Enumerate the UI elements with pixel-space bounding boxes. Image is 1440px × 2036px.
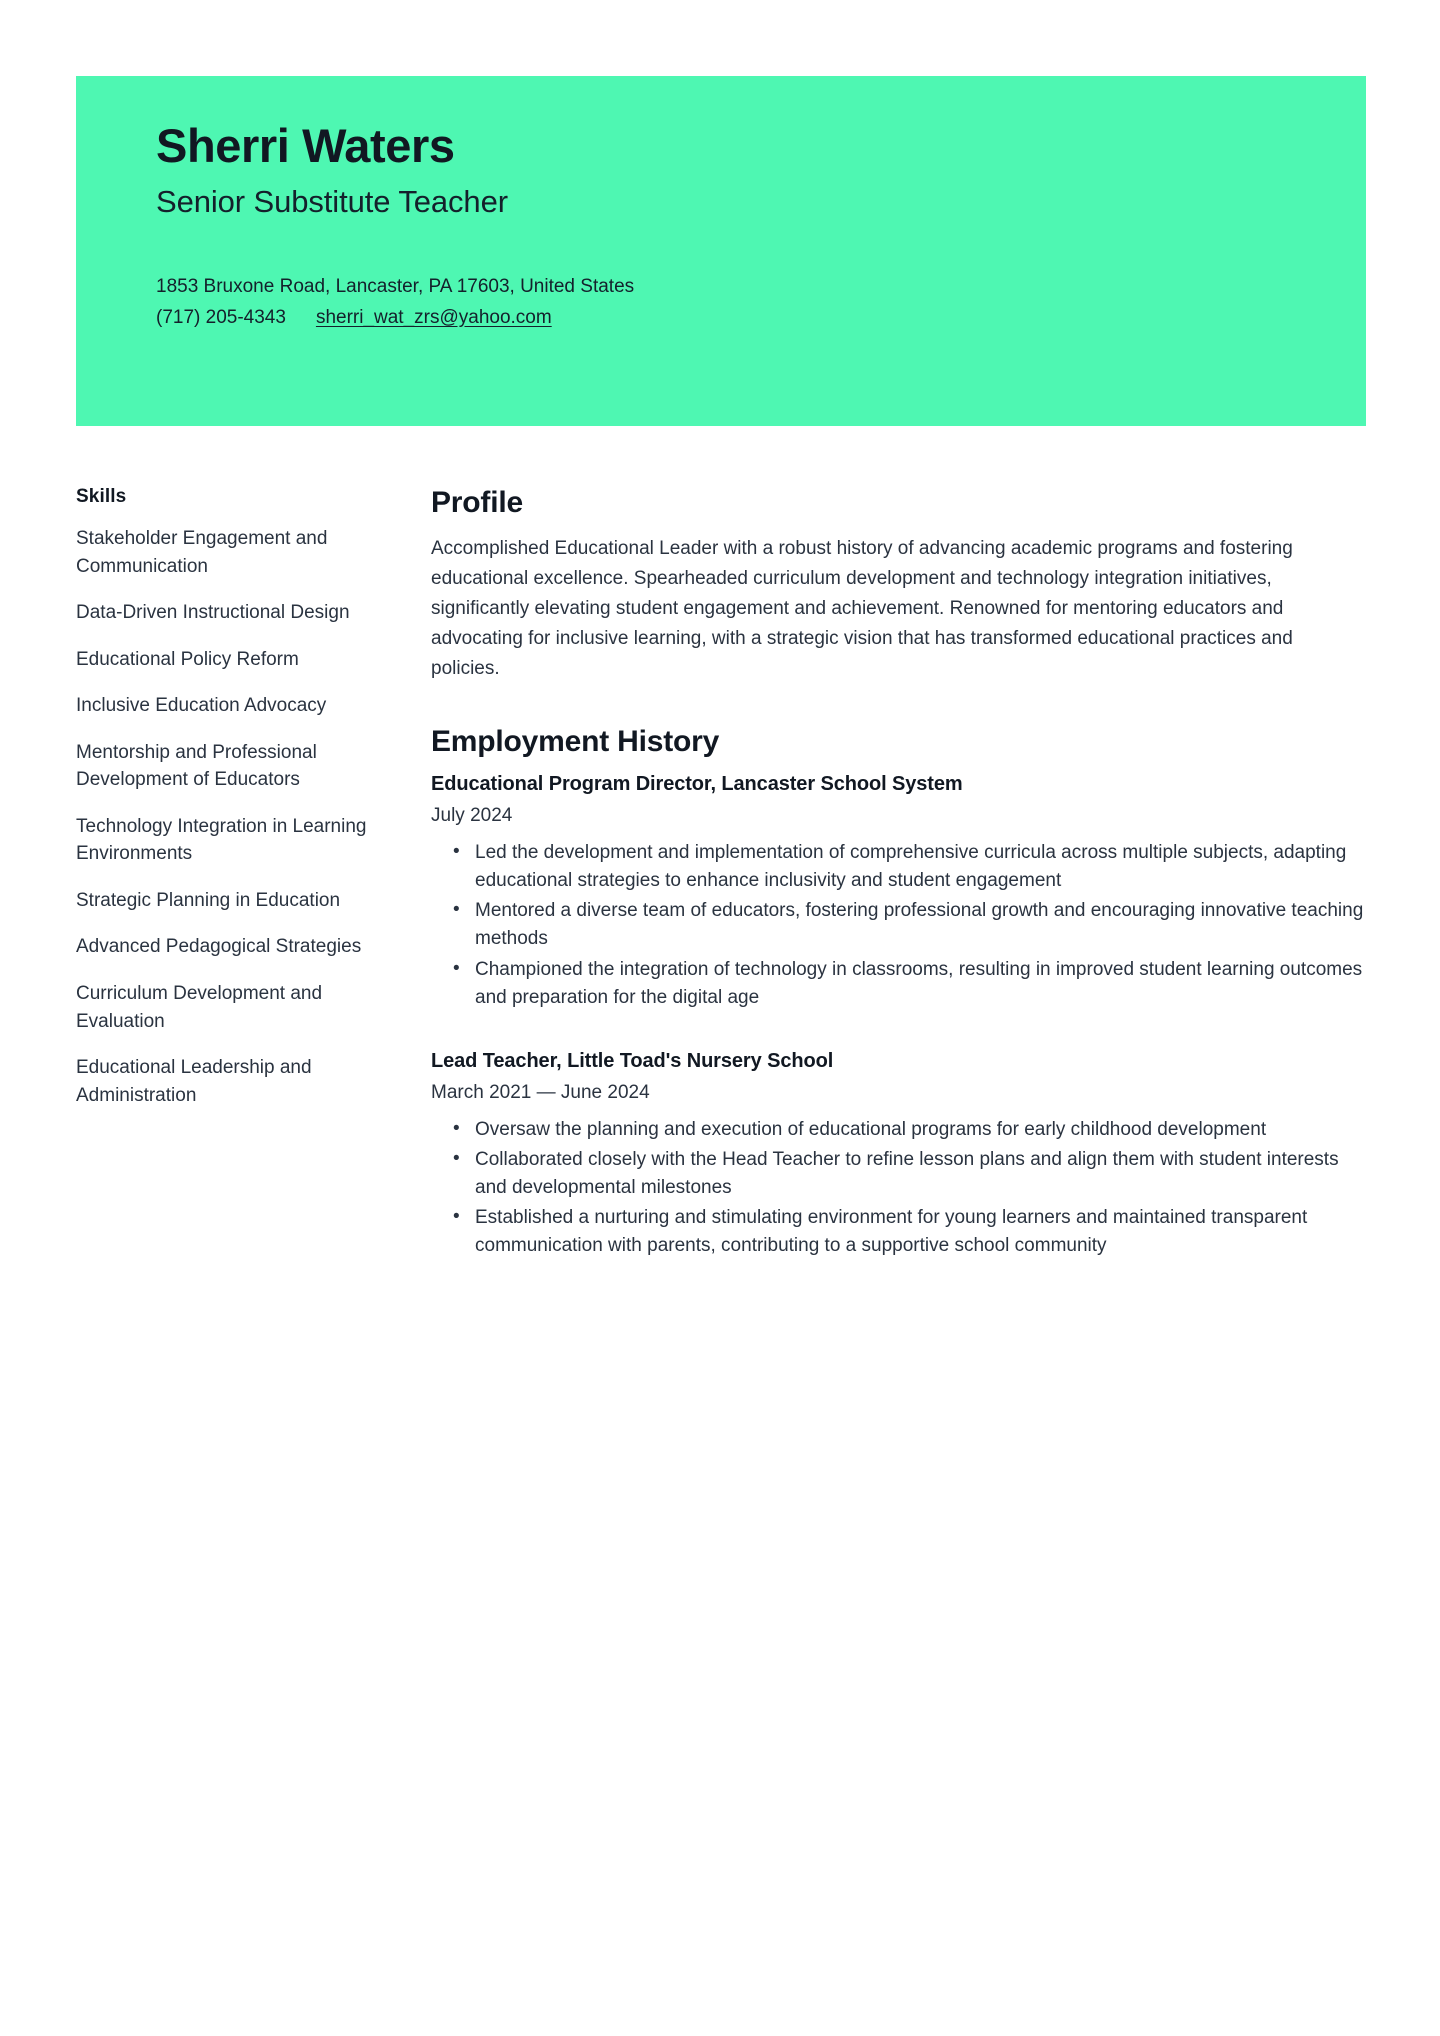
contact-address: 1853 Bruxone Road, Lancaster, PA 17603, United States xyxy=(156,275,635,297)
job-title-subtitle: Senior Substitute Teacher xyxy=(156,183,508,219)
contact-block xyxy=(156,272,1366,334)
employment-role: Educational Program Director, Lancaster School System xyxy=(431,773,963,796)
skill-item: Technology Integration in Learning Environments xyxy=(76,815,367,865)
skill-item: Educational Policy Reform xyxy=(76,648,299,670)
page-title: Sherri Waters xyxy=(156,119,455,172)
skills-heading: Skills xyxy=(76,486,127,507)
contact-address-line xyxy=(156,272,1366,303)
employment-bullet: • Oversaw the planning and execution of educational programs for early childhood development xyxy=(453,1116,1366,1144)
skill-item: Mentorship and Professional Development of Educators xyxy=(76,741,317,791)
employment-history-section xyxy=(431,725,1366,1260)
resume-body xyxy=(76,486,1366,1262)
sidebar-skills-column xyxy=(76,486,406,1109)
skill-item: Advanced Pedagogical Strategies xyxy=(76,936,362,958)
employment-bullet-list xyxy=(431,839,1366,1012)
employment-bullet: • Collaborated closely with the Head Teacher to refine lesson plans and align them with student interests and developmental milestones xyxy=(453,1146,1366,1202)
contact-phone: (717) 205-4343 xyxy=(156,306,286,328)
employment-bullet: • Mentored a diverse team of educators, fostering professional growth and encouraging innovative teaching methods xyxy=(453,897,1366,953)
employment-bullet: • Championed the integration of technology in classrooms, resulting in improved student learning outcomes and preparation for the digital age xyxy=(453,956,1366,1012)
employment-entry xyxy=(431,773,1366,1012)
resume-header-banner xyxy=(76,76,1366,426)
skill-item: Stakeholder Engagement and Communication xyxy=(76,528,328,577)
main-content-column xyxy=(406,486,1366,1262)
employment-dates: July 2024 xyxy=(431,805,513,827)
employment-bullet: • Led the development and implementation of comprehensive curricula across multiple subjects, adapting educational strategies to enhance inclusivity and student engagement xyxy=(453,839,1366,895)
employment-bullet: • Established a nurturing and stimulating environment for young learners and maintained transparent communication with parents, contributing to a supportive school community xyxy=(453,1204,1366,1260)
profile-section xyxy=(431,486,1366,684)
employment-history-heading: Employment History xyxy=(431,725,720,759)
skill-item: Strategic Planning in Education xyxy=(76,889,341,911)
employment-role: Lead Teacher, Little Toad's Nursery School xyxy=(431,1049,834,1072)
employment-bullet-list xyxy=(431,1116,1366,1261)
profile-text: Accomplished Educational Leader with a robust history of advancing academic programs and fostering educational excellence. Spearheaded curriculum development and technology integration initiatives, significantly elevating student engagement and achievement. Renowned for mentoring educators and advocating for inclusive learning, with a strategic vision that has transformed educational practices and policies. xyxy=(431,538,1293,680)
skill-item: Inclusive Education Advocacy xyxy=(76,695,327,717)
contact-phone-email-line xyxy=(156,303,1366,334)
profile-heading: Profile xyxy=(431,486,523,519)
skill-item: Educational Leadership and Administration xyxy=(76,1057,312,1106)
employment-dates: March 2021 — June 2024 xyxy=(431,1081,650,1103)
skill-item: Curriculum Development and Evaluation xyxy=(76,983,323,1032)
contact-email-link[interactable]: sherri_wat_zrs@yahoo.com xyxy=(315,306,552,328)
employment-entry xyxy=(431,1050,1366,1261)
skill-item: Data-Driven Instructional Design xyxy=(76,602,350,624)
